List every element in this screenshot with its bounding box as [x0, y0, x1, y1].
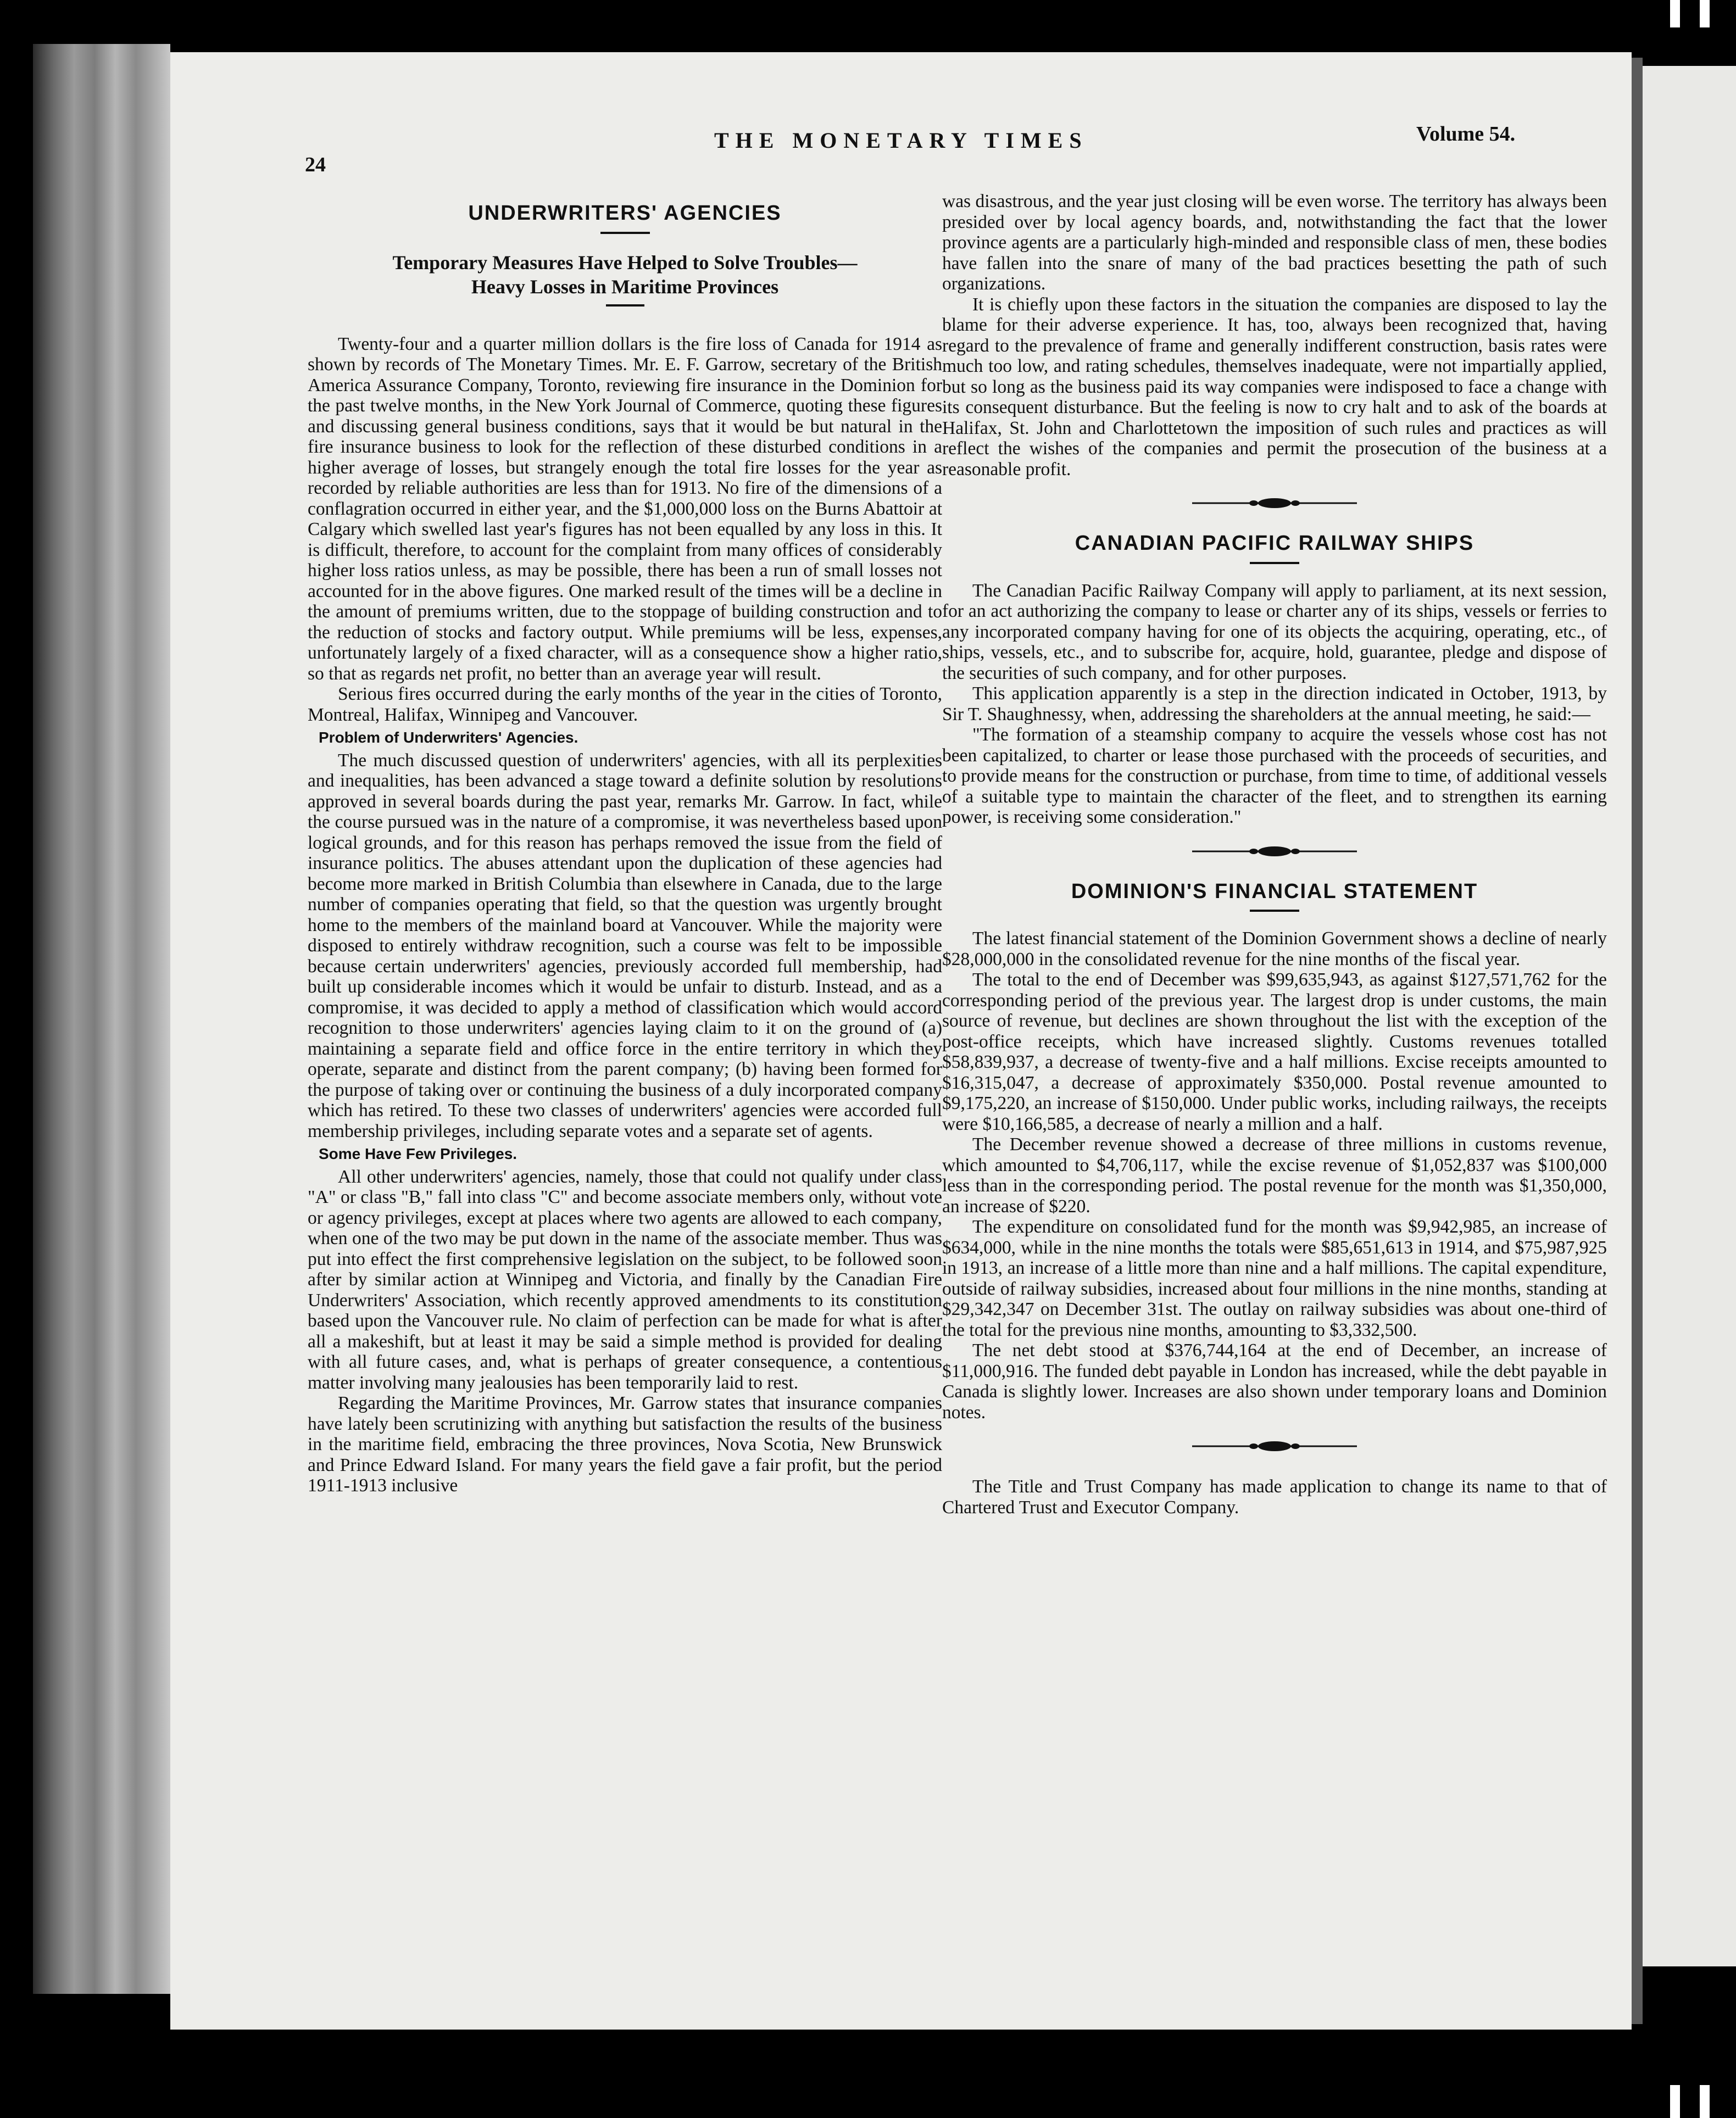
title-rule: [600, 232, 650, 234]
paragraph: The expenditure on consolidated fund for the month was $9,942,985, an increase of $634,000, while in the nine months the totals were $85,651,613 in 1914, and $75,987,925 in 1913, an increase of a little more than nine and a half millions. The capital expenditure, outside of railway subsidies, increased about four millions in the nine months, standing at $29,342,347 on December 31st. The outlay on railway subsidies was about one-third of the total for the previous nine months, amounting to $3,332,500.: [942, 1217, 1607, 1340]
title-rule: [1250, 910, 1299, 912]
paragraph: The much discussed question of underwriters' agencies, with all its perplexities and inequalities, has been advanced a stage toward a definite solution by resolutions approved in several boards during the past year, remarks Mr. Garrow. In fact, while the course pursued was in the nature of a compromise, it was nevertheless based upon logical grounds, and for this reason has perhaps removed the issue from the field of insurance politics. The abuses attendant upon the duplication of these agencies had become more marked in British Columbia than elsewhere in Canada, due to the large number of companies operating that field, so that the question was urgently brought home to the members of the mainland board at Vancouver. While the majority were disposed to entirely withdraw recognition, such a course was felt to be impossible because certain underwriters' agencies, previously accorded full membership, had built up considerable incomes which it would be unfair to disturb. Instead, and as a compromise, it was decided to apply a method of classification which would accord recognition to those underwriters' agencies laying claim to it on the ground of (a) maintaining a separate field and office force in the entire territory in which they operate, separate and distinct from the parent company; (b) having been formed for the purpose of taking over or continuing the business of a duly incorporated company which has retired. To these two classes of underwriters' agencies were accorded full membership privileges, including separate votes and a separate set of agents.: [308, 750, 942, 1141]
section-heading: Problem of Underwriters' Agencies.: [319, 729, 578, 746]
article-subtitle-line1: Temporary Measures Have Helped to Solve Troubles—: [392, 251, 858, 274]
publication-title: THE MONETARY TIMES: [714, 128, 1088, 153]
facing-page-edge: [1643, 66, 1736, 1966]
paragraph: This application apparently is a step in the direction indicated in October, 1913, by Sir T. Shaughnessy, when, addressing the shareholders at the annual meeting, he said:—: [942, 683, 1607, 724]
paragraph: The December revenue showed a decrease of three millions in customs revenue, which amounted to $4,706,117, while the excise revenue of $1,052,837 was $100,000 less than in the corresponding period. The postal revenue for the month was $1,350,000, an increase of $220.: [942, 1134, 1607, 1217]
paragraph: Serious fires occurred during the early months of the year in the cities of Toronto, Montreal, Halifax, Winnipeg and Vancouver.: [308, 684, 942, 725]
right-column: [942, 191, 1607, 1518]
paragraph-continued: was disastrous, and the year just closing will be even worse. The territory has always been presided over by local agency boards, and, notwithstanding the fact that the lower province agents are a particularly high-minded and responsible class of men, these bodies have fallen into the snare of many of the bad practices besetting the path of such organizations.: [942, 191, 1607, 294]
paragraph: The latest financial statement of the Dominion Government shows a decline of nearly $28,000,000 in the consolidated revenue for the nine months of the fiscal year.: [942, 928, 1607, 969]
paragraph: The total to the end of December was $99,635,943, as against $127,571,762 for the corresponding period of the previous year. The largest drop is under customs, the main source of revenue, but declines are shown throughout the list with the exception of the post-office receipts, which have increased slightly. Customs revenues totalled $58,839,937, a decrease of twenty-five and a half millions. Excise receipts amounted to $16,315,047, a decrease of approximately $350,000. Postal revenue amounted to $9,175,220, an increase of $150,000. Under public works, including railways, the receipts were $10,166,585, a decrease of nearly a million and a half.: [942, 969, 1607, 1134]
article-title: DOMINION'S FINANCIAL STATEMENT: [1071, 879, 1478, 903]
paragraph: Regarding the Maritime Provinces, Mr. Garrow states that insurance companies have lately been scrutinizing with anything but satisfaction the results of the business in the maritime field, embracing the three provinces, Nova Scotia, New Brunswick and Prince Edward Island. For many years the field gave a fair profit, but the period 1911-1913 inclusive: [308, 1393, 942, 1496]
paragraph: All other underwriters' agencies, namely, those that could not qualify under class "A" or class "B," fall into class "C" and become associate members only, without vote or agency privileges, except at places where two agents are allowed to each company, when one of the two may be put down in the name of the associate member. Thus was put into effect the first comprehensive legislation on the subject, to be followed soon after by similar action at Winnipeg and Victoria, and finally by the Canadian Fire Underwriters' Association, which recently approved amendments to its constitution based upon the Vancouver rule. No claim of perfection can be made for what is after all a makeshift, but at least it may be said a simple method is provided for dealing with all future cases, and, what is perhaps of greater consequence, a contentious matter involving many jealousies has been temporarily laid to rest.: [308, 1166, 942, 1393]
book-spine-left: [33, 44, 170, 1994]
left-column: [308, 203, 942, 1496]
article-title: UNDERWRITERS' AGENCIES: [468, 202, 782, 225]
title-rule: [1250, 562, 1299, 564]
section-heading: Some Have Few Privileges.: [319, 1145, 518, 1162]
scan-marks-bottom: [1659, 2080, 1714, 2118]
paragraph: The Canadian Pacific Railway Company will apply to parliament, at its next session, for an act authorizing the company to lease or charter any of its ships, vessels or ferries to any incorporated company having for one of its objects the acquiring, operating, etc., of ships, vessels, etc., and to subscribe for, acquire, hold, guarantee, pledge and dispose of the securities of such company, and for other purposes.: [942, 580, 1607, 683]
quote-paragraph: "The formation of a steamship company to acquire the vessels whose cost has not been capitalized, to charter or lease those purchased with the proceeds of securities, and to provide means for the construction or purchase, from time to time, of additional vessels of a suitable type to maintain the character of the fleet, and to strengthen its earning power, is receiving some consideration.": [942, 724, 1607, 827]
scan-marks-top: [1659, 0, 1714, 33]
article-title: CANADIAN PACIFIC RAILWAY SHIPS: [1075, 532, 1475, 555]
paragraph: It is chiefly upon these factors in the situation the companies are disposed to lay the blame for their adverse experience. It has, too, always been recognized that, having regard to the prevalence of frame and generally indifferent construction, basis rates were much too low, and rating schedules, themselves inadequate, were not impartially applied, but so long as the business paid its way companies were indisposed to face a change with its consequent disturbance. But the feeling is now to cry halt and to ask of the boards at Halifax, St. John and Charlottetown the imposition of such rules and practices as will reflect the wishes of the companies and permit the prosecution of the business at a reasonable profit.: [942, 294, 1607, 480]
subtitle-rule: [606, 304, 644, 306]
paragraph: The net debt stood at $376,744,164 at the end of December, an increase of $11,000,916. The funded debt payable in London has increased, while the debt payable in Canada is slightly lower. Increases are also shown under temporary loans and Dominion notes.: [942, 1340, 1607, 1423]
volume-label: Volume 54.: [1416, 122, 1516, 146]
ornament-divider: [1192, 495, 1357, 511]
article-subtitle-line2: Heavy Losses in Maritime Provinces: [471, 275, 779, 298]
paragraph: Twenty-four and a quarter million dollars is the fire loss of Canada for 1914 as shown by records of The Monetary Times. Mr. E. F. Garrow, secretary of the British America Assurance Company, Toronto, reviewing fire insurance in the Dominion for the past twelve months, in the New York Journal of Commerce, quoting these figures and discussing general business conditions, says that it would be but natural in the fire insurance business to look for the reflection of these disturbed conditions in a higher average of losses, but strangely enough the total fire losses for the year as recorded by reliable authorities are less than for 1913. No fire of the dimensions of a conflagration occurred in either year, and the $1,000,000 loss on the Burns Abattoir at Calgary which swelled last year's figures has not been equalled by any loss in this. It is difficult, therefore, to account for the complaint from many offices of considerably higher loss ratios unless, as may be possible, there has been a run of small losses not accounted for in the above figures. One marked result of the times will be a decline in the amount of premiums written, due to the stoppage of building construction and to the reduction of stocks and factory output. While premiums will be less, expenses, unfortunately largely of a fixed character, will as a consequence show a higher ratio, so that as regards net profit, no better than an average year will result.: [308, 333, 942, 684]
ornament-divider: [1192, 1438, 1357, 1454]
notice-paragraph: The Title and Trust Company has made application to change its name to that of Chartered Trust and Executor Company.: [942, 1476, 1607, 1518]
book-gutter-right: [1632, 58, 1643, 2024]
ornament-divider: [1192, 843, 1357, 860]
page-number: 24: [305, 153, 326, 176]
